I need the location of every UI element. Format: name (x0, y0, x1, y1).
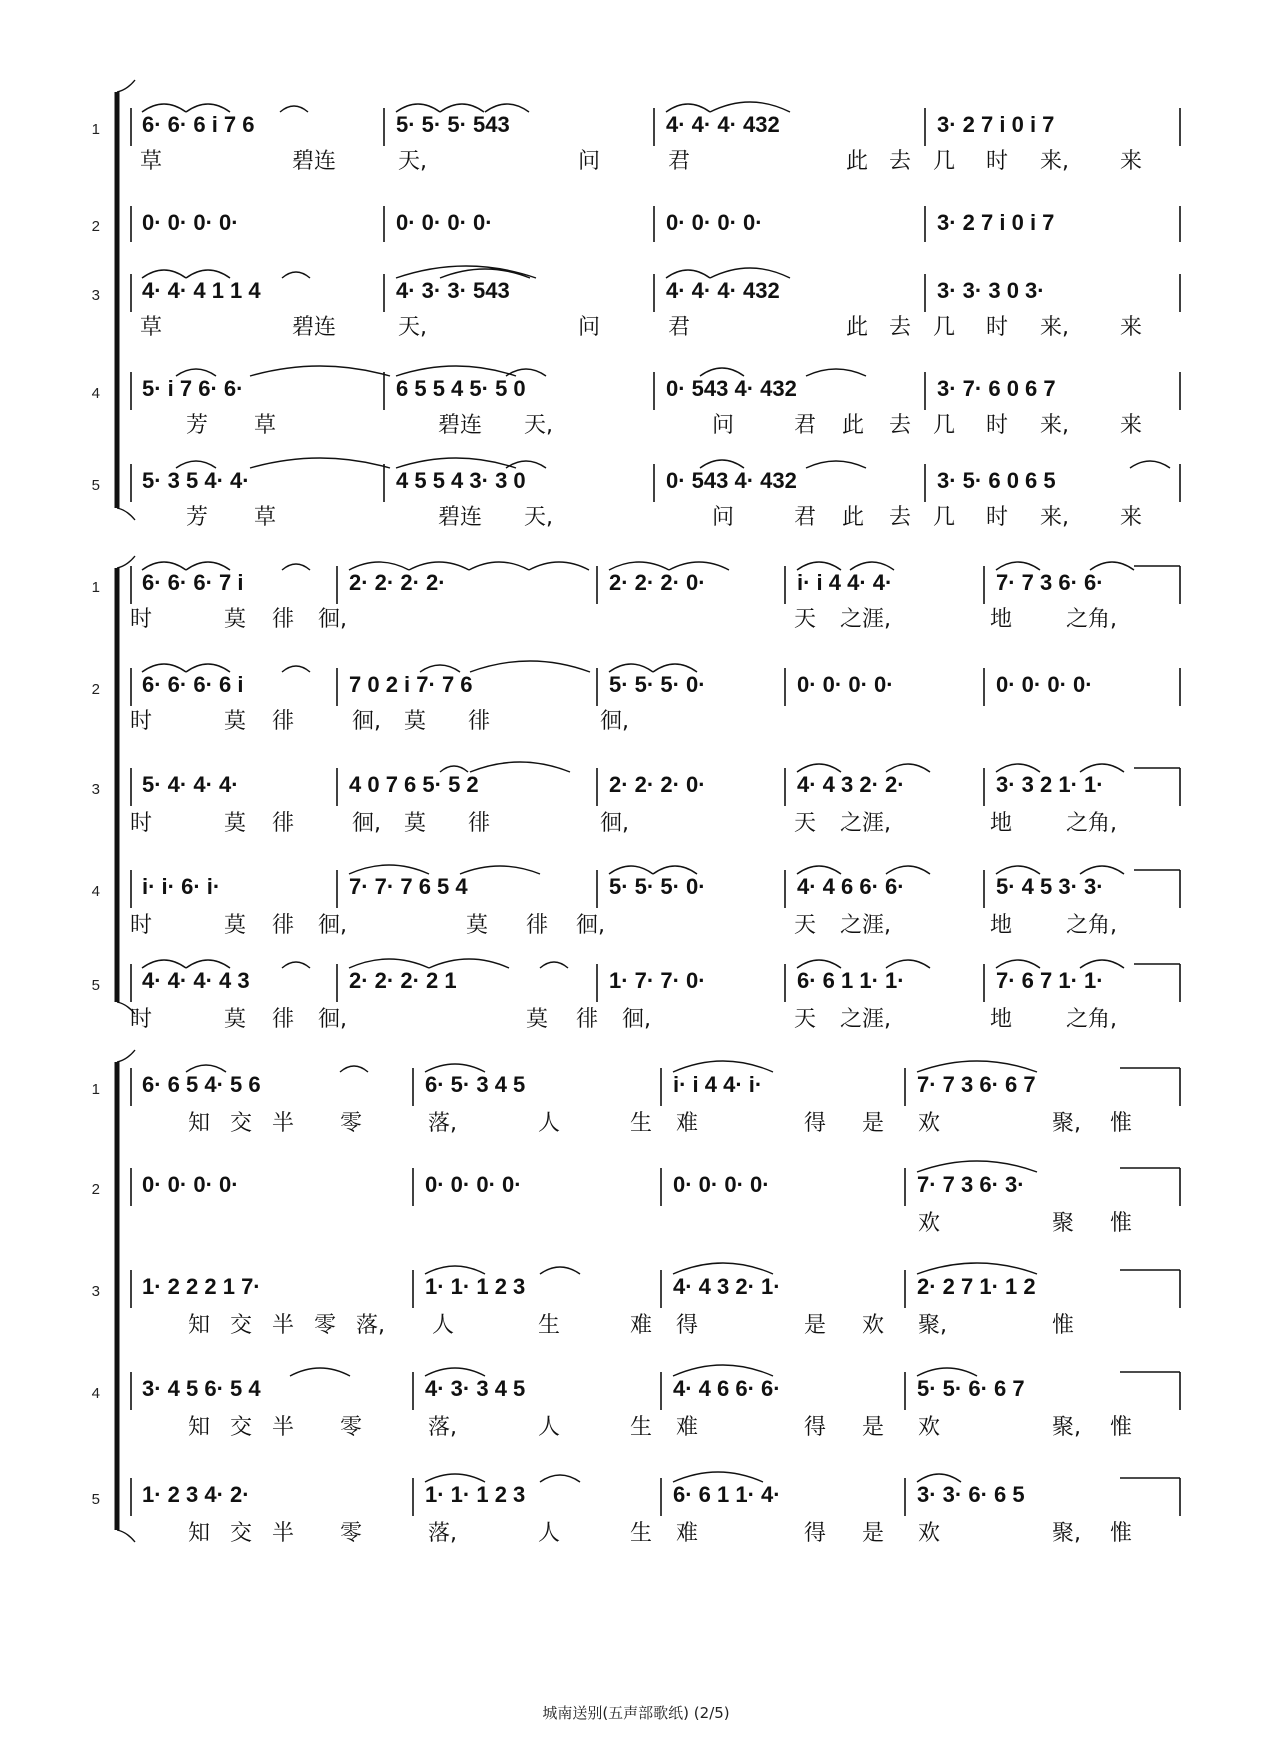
lyric: 是 (804, 1313, 827, 1338)
measure: 4· 4 3 2· 2· (797, 772, 905, 797)
lyric: 生 (538, 1313, 561, 1338)
lyric: 徊, (622, 1007, 651, 1032)
lyric: 欢 (918, 1521, 941, 1546)
part-index: 4 (91, 385, 100, 402)
measure: 2· 2· 2· 0· (609, 772, 706, 797)
lyric: 几 (933, 505, 956, 530)
lyric: 徊, (318, 913, 347, 938)
lyric: 惟 (1110, 1211, 1133, 1236)
measure: 5· 5· 5· 0· (609, 672, 706, 697)
page-footer: 城南送别(五声部歌纸) (2/5) (542, 1704, 730, 1722)
lyric: 碧连 (438, 413, 483, 438)
measure: 4· 4· 4 1 1 4 (142, 278, 261, 303)
lyric: 几 (933, 149, 956, 174)
part-index: 1 (91, 121, 100, 138)
part-index: 2 (91, 218, 100, 235)
system-1 (92, 80, 1180, 530)
lyric: 零 (340, 1521, 363, 1546)
lyric: 来 (1120, 505, 1143, 530)
lyric: 去 (889, 505, 912, 530)
lyric: 天 (794, 607, 817, 632)
measure: 0· 0· 0· 0· (673, 1172, 770, 1197)
lyric: 天, (398, 149, 427, 174)
lyric: 半 (272, 1111, 295, 1136)
lyric: 几 (933, 315, 956, 340)
lyric: 交 (230, 1313, 253, 1338)
lyric: 时 (986, 413, 1009, 438)
lyric: 之涯, (840, 1007, 891, 1032)
lyric: 天 (794, 1007, 817, 1032)
lyric: 问 (578, 315, 601, 340)
lyric: 人 (538, 1415, 561, 1440)
measure: 2· 2· 2· 2· (349, 570, 446, 595)
lyric: 之涯, (840, 607, 891, 632)
measure: 4· 3· 3· 543 (396, 278, 510, 303)
lyric: 之角, (1066, 607, 1117, 632)
measure: 3· 2 7 i 0 i 7 (937, 210, 1055, 235)
system-3 (92, 1050, 1180, 1546)
measure: 5· 4· 4· 4· (142, 772, 239, 797)
measure: 2· 2· 2· 2 1 (349, 968, 457, 993)
lyric: 零 (340, 1111, 363, 1136)
lyric: 半 (272, 1521, 295, 1546)
lyric: 徘 (272, 1007, 295, 1032)
measure: 3· 2 7 i 0 i 7 (937, 112, 1055, 137)
measure: 0· 0· 0· 0· (396, 210, 493, 235)
lyric: 知 (188, 1521, 211, 1546)
lyric: 时 (130, 607, 153, 632)
lyric: 来 (1120, 413, 1143, 438)
measure: 5· 5· 5· 0· (609, 874, 706, 899)
lyric: 时 (130, 1007, 153, 1032)
lyric: 莫 (526, 1007, 549, 1032)
lyric: 芳 (186, 505, 209, 530)
measure: 6 5 5 4 5· 5 0 (396, 376, 526, 401)
lyric: 之角, (1066, 1007, 1117, 1032)
measure: 6· 6· 6 i 7 6 (142, 112, 255, 137)
measure: 4· 4 6 6· 6· (797, 874, 905, 899)
lyric: 时 (130, 811, 153, 836)
lyric: 去 (889, 413, 912, 438)
part-index: 5 (91, 1491, 100, 1508)
lyric: 去 (889, 149, 912, 174)
measure: i· i 4 4· 4· (797, 570, 893, 595)
measure: 2· 2· 2· 0· (609, 570, 706, 595)
lyric: 惟 (1110, 1111, 1133, 1136)
lyric: 去 (889, 315, 912, 340)
lyric: 难 (676, 1111, 699, 1136)
part-index: 2 (91, 681, 100, 698)
lyric: 徘 (468, 811, 491, 836)
lyric: 地 (990, 607, 1013, 632)
lyric: 此 (842, 505, 865, 530)
lyric: 时 (130, 709, 153, 734)
measure: 3· 3 2 1· 1· (996, 772, 1104, 797)
lyric: 落, (356, 1313, 385, 1338)
measure: i· i 4 4· i· (673, 1072, 763, 1097)
lyric: 问 (578, 149, 601, 174)
lyric: 天, (524, 413, 553, 438)
part-index: 1 (91, 579, 100, 596)
measure: 7· 6 7 1· 1· (996, 968, 1104, 993)
measure: 4· 4· 4· 4 3 (142, 968, 250, 993)
lyric: 生 (630, 1521, 653, 1546)
lyric: 君 (794, 505, 817, 530)
measure: 6· 6 1 1· 4· (673, 1482, 781, 1507)
measure: 7· 7· 7 6 5 4 (349, 874, 468, 899)
measure: 4· 4· 4· 432 (666, 278, 780, 303)
lyric: 徊, (352, 811, 381, 836)
lyric: 来, (1040, 315, 1069, 340)
measure: 0· 0· 0· 0· (142, 1172, 239, 1197)
measure: 1· 1· 1 2 3 (425, 1274, 526, 1299)
measure: 7· 7 3 6· 3· (917, 1172, 1025, 1197)
lyric: 莫 (404, 709, 427, 734)
lyric: 地 (990, 913, 1013, 938)
measure: 1· 1· 1 2 3 (425, 1482, 526, 1507)
lyric: 时 (986, 315, 1009, 340)
lyric: 徘 (272, 811, 295, 836)
lyric: 半 (272, 1415, 295, 1440)
lyric: 莫 (224, 709, 247, 734)
lyric: 时 (130, 913, 153, 938)
part-index: 2 (91, 1181, 100, 1198)
lyric: 碧连 (292, 149, 337, 174)
lyric: 碧连 (292, 315, 337, 340)
measure: 6· 5· 3 4 5 (425, 1072, 526, 1097)
lyric: 得 (804, 1111, 827, 1136)
lyric: 莫 (224, 1007, 247, 1032)
lyric: 惟 (1110, 1415, 1133, 1440)
measure: 6· 6· 6· 7 i (142, 570, 244, 595)
lyric: 地 (990, 1007, 1013, 1032)
part-index: 3 (91, 781, 100, 798)
part-index: 5 (91, 477, 100, 494)
measure: 5· i 7 6· 6· (142, 376, 244, 401)
lyric: 知 (188, 1415, 211, 1440)
measure: 5· 4 5 3· 3· (996, 874, 1104, 899)
lyric: 君 (668, 315, 691, 340)
measure: 7· 7 3 6· 6 7 (917, 1072, 1036, 1097)
measure: 7 0 2 i 7· 7 6 (349, 672, 473, 697)
lyric: 之角, (1066, 913, 1117, 938)
lyric: 天, (524, 505, 553, 530)
lyric: 徊, (600, 811, 629, 836)
lyric: 欢 (862, 1313, 885, 1338)
lyric: 知 (188, 1313, 211, 1338)
lyric: 君 (668, 149, 691, 174)
lyric: 交 (230, 1521, 253, 1546)
measure: 7· 7 3 6· 6· (996, 570, 1104, 595)
measure: 1· 2 2 2 1 7· (142, 1274, 261, 1299)
lyric: 徘 (526, 913, 549, 938)
measure: 1· 7· 7· 0· (609, 968, 706, 993)
lyric: 草 (254, 413, 277, 438)
lyric: 莫 (224, 811, 247, 836)
part-index: 3 (91, 287, 100, 304)
lyric: 地 (990, 811, 1013, 836)
measure: 6· 6 5 4· 5 6 (142, 1072, 261, 1097)
lyric: 生 (630, 1415, 653, 1440)
lyric: 此 (842, 413, 865, 438)
lyric: 此 (846, 149, 869, 174)
measure: 4 0 7 6 5· 5 2 (349, 772, 479, 797)
lyric: 人 (538, 1111, 561, 1136)
lyric: 此 (846, 315, 869, 340)
lyric: 交 (230, 1415, 253, 1440)
lyric: 欢 (918, 1111, 941, 1136)
lyric: 得 (804, 1415, 827, 1440)
lyric: 来 (1120, 315, 1143, 340)
system-2 (92, 556, 1180, 1032)
lyric: 徊, (600, 709, 629, 734)
lyric: 徘 (468, 709, 491, 734)
measure: 3· 4 5 6· 5 4 (142, 1376, 261, 1401)
lyric: 零 (340, 1415, 363, 1440)
part-index: 4 (91, 1385, 100, 1402)
lyric: 欢 (918, 1211, 941, 1236)
lyric: 落, (428, 1521, 457, 1546)
lyric: 芳 (186, 413, 209, 438)
lyric: 聚 (1052, 1211, 1075, 1236)
lyric: 徘 (272, 913, 295, 938)
lyric: 时 (986, 505, 1009, 530)
lyric: 徊, (318, 607, 347, 632)
lyric: 天, (398, 315, 427, 340)
lyric: 天 (794, 811, 817, 836)
lyric: 得 (804, 1521, 827, 1546)
measure: 5· 3 5 4· 4· (142, 468, 250, 493)
lyric: 天 (794, 913, 817, 938)
lyric: 难 (630, 1313, 653, 1338)
measure: 4· 3· 3 4 5 (425, 1376, 526, 1401)
measure: 3· 3· 6· 6 5 (917, 1482, 1025, 1507)
lyric: 几 (933, 413, 956, 438)
lyric: 莫 (224, 913, 247, 938)
lyric: 聚, (918, 1313, 947, 1338)
lyric: 聚, (1052, 1415, 1081, 1440)
part-index: 3 (91, 1283, 100, 1300)
lyric: 问 (712, 413, 735, 438)
lyric: 莫 (224, 607, 247, 632)
lyric: 之涯, (840, 913, 891, 938)
lyric: 徊, (352, 709, 381, 734)
measure: 3· 5· 6 0 6 5 (937, 468, 1056, 493)
lyric: 问 (712, 505, 735, 530)
lyric: 欢 (918, 1415, 941, 1440)
measure: 3· 7· 6 0 6 7 (937, 376, 1056, 401)
part-index: 1 (91, 1081, 100, 1098)
measure: 0· 0· 0· 0· (666, 210, 763, 235)
lyric: 交 (230, 1111, 253, 1136)
lyric: 莫 (466, 913, 489, 938)
lyric: 半 (272, 1313, 295, 1338)
lyric: 知 (188, 1111, 211, 1136)
measure: 0· 0· 0· 0· (425, 1172, 522, 1197)
lyric: 来, (1040, 505, 1069, 530)
measure: 2· 2 7 1· 1 2 (917, 1274, 1036, 1299)
measure: 6· 6 1 1· 1· (797, 968, 905, 993)
lyric: 难 (676, 1415, 699, 1440)
lyric: 君 (794, 413, 817, 438)
lyric: 人 (432, 1313, 455, 1338)
measure: 4 5 5 4 3· 3 0 (396, 468, 526, 493)
measure: 4· 4 3 2· 1· (673, 1274, 781, 1299)
lyric: 得 (676, 1313, 699, 1338)
measure: 0· 543 4· 432 (666, 468, 797, 493)
measure: 3· 3· 3 0 3· (937, 278, 1045, 303)
lyric: 是 (862, 1111, 885, 1136)
lyric: 落, (428, 1111, 457, 1136)
measure: i· i· 6· i· (142, 874, 221, 899)
lyric: 碧连 (438, 505, 483, 530)
measure: 5· 5· 5· 543 (396, 112, 510, 137)
lyric: 人 (538, 1521, 561, 1546)
measure: 0· 0· 0· 0· (797, 672, 894, 697)
lyric: 徘 (576, 1007, 599, 1032)
lyric: 草 (254, 505, 277, 530)
lyric: 生 (630, 1111, 653, 1136)
lyric: 莫 (404, 811, 427, 836)
measure: 6· 6· 6· 6 i (142, 672, 244, 697)
part-index: 4 (91, 883, 100, 900)
lyric: 来, (1040, 149, 1069, 174)
lyric: 徊, (318, 1007, 347, 1032)
measure: 5· 5· 6· 6 7 (917, 1376, 1025, 1401)
lyric: 徘 (272, 607, 295, 632)
lyric: 是 (862, 1415, 885, 1440)
lyric: 聚, (1052, 1111, 1081, 1136)
lyric: 难 (676, 1521, 699, 1546)
lyric: 惟 (1110, 1521, 1133, 1546)
lyric: 零 (314, 1313, 337, 1338)
measure: 0· 543 4· 432 (666, 376, 797, 401)
lyric: 时 (986, 149, 1009, 174)
lyric: 落, (428, 1415, 457, 1440)
lyric: 之涯, (840, 811, 891, 836)
lyric: 惟 (1052, 1313, 1075, 1338)
lyric: 之角, (1066, 811, 1117, 836)
lyric: 来, (1040, 413, 1069, 438)
lyric: 徘 (272, 709, 295, 734)
measure: 4· 4· 4· 432 (666, 112, 780, 137)
measure: 4· 4 6 6· 6· (673, 1376, 781, 1401)
lyric: 徊, (576, 913, 605, 938)
part-index: 5 (91, 977, 100, 994)
measure: 0· 0· 0· 0· (142, 210, 239, 235)
lyric: 草 (140, 315, 163, 340)
measure: 0· 0· 0· 0· (996, 672, 1093, 697)
lyric: 是 (862, 1521, 885, 1546)
measure: 1· 2 3 4· 2· (142, 1482, 250, 1507)
lyric: 来 (1120, 149, 1143, 174)
lyric: 草 (140, 149, 163, 174)
lyric: 聚, (1052, 1521, 1081, 1546)
